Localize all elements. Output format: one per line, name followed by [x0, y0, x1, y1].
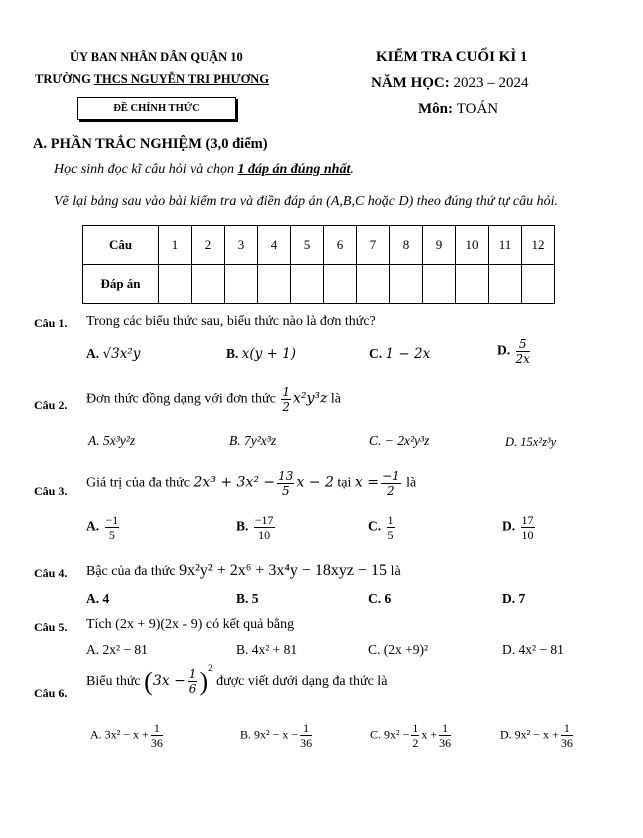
right-paren: ) — [199, 666, 209, 696]
header-school — [35, 72, 269, 87]
answer-table-number: 12 — [522, 226, 555, 265]
question-3-option-c — [368, 514, 397, 541]
question-5-option-d: D. 4x² − 81 — [502, 642, 564, 657]
option-prefix: A. 3x² − x + — [90, 727, 149, 742]
answer-table-number: 1 — [159, 226, 192, 265]
question-1-label: Câu 1. — [34, 316, 68, 330]
option-letter: A. — [86, 518, 100, 534]
option-letter: B. — [236, 518, 249, 534]
instruction-1-emphasis: 1 đáp án đúng nhất — [237, 162, 351, 177]
answer-table-number: 11 — [489, 226, 522, 265]
question-3-x-fraction — [381, 470, 401, 497]
exam-title: KIỂM TRA CUỐI KÌ 1 — [376, 49, 528, 65]
fraction-denominator: 5 — [387, 528, 394, 542]
question-3-expr1: 2x³ + 3x² − — [193, 474, 276, 491]
question-2-fraction — [281, 386, 291, 413]
subject-label: Môn: — [418, 101, 457, 117]
fraction-denominator: 2 — [386, 484, 395, 498]
fraction-numerator: 13 — [278, 469, 294, 483]
question-6-option-d — [500, 722, 575, 749]
option-letter: C. — [369, 346, 383, 361]
fraction-denominator: 2 — [412, 736, 419, 750]
question-4-expression: 9x²y² + 2x⁶ + 3x⁴y − 18xyz − 15 — [179, 562, 388, 579]
school-year-label: NĂM HỌC: — [371, 75, 454, 91]
answer-cell — [258, 265, 291, 304]
question-5-option-a: A. 2x² − 81 — [86, 642, 148, 657]
fraction-denominator: 10 — [258, 528, 271, 542]
option-prefix: B. 9x² − x − — [240, 727, 299, 742]
option-prefix: D. 9x² − x + — [500, 727, 559, 742]
answer-cell — [489, 265, 522, 304]
fraction-denominator: 2 — [282, 400, 290, 414]
question-3-option-b — [236, 514, 277, 541]
instruction-1 — [54, 162, 354, 178]
answer-cell — [390, 265, 423, 304]
option-fraction — [254, 514, 275, 541]
question-5-option-b: B. 4x² + 81 — [236, 642, 298, 657]
fraction-numerator: −17 — [254, 513, 274, 527]
fraction-numerator: 1 — [300, 722, 312, 736]
answer-table-number: 3 — [225, 226, 258, 265]
option-fraction — [439, 722, 451, 749]
fraction-denominator: 36 — [300, 736, 313, 750]
option-fraction — [300, 722, 312, 749]
question-2-prefix: Đơn thức đồng dạng với đơn thức — [86, 391, 276, 407]
answer-cell — [324, 265, 357, 304]
question-6-fraction — [188, 668, 198, 695]
option-expression: √3x²y — [102, 346, 141, 362]
school-year — [371, 75, 529, 92]
option-letter: D. — [502, 518, 516, 534]
fraction-numerator: 1 — [412, 721, 419, 735]
option-fraction — [105, 514, 120, 541]
question-6-text — [86, 663, 388, 697]
question-4-option-b: B. 5 — [236, 591, 259, 606]
fraction-numerator: −1 — [105, 513, 119, 527]
option-fraction — [521, 514, 535, 541]
answer-cell — [357, 265, 390, 304]
question-6-option-c — [370, 722, 453, 749]
fraction-denominator: 36 — [560, 736, 573, 750]
question-3-suffix: là — [406, 475, 417, 491]
header-district: ỦY BAN NHÂN DÂN QUẬN 10 — [70, 50, 243, 64]
fraction-numerator: 1 — [151, 722, 163, 736]
question-6-suffix: được viết dưới dạng đa thức là — [216, 674, 388, 689]
question-1-text: Trong các biểu thức sau, biểu thức nào là đơn thức? — [86, 314, 376, 329]
question-5-label: Câu 5. — [34, 620, 68, 634]
fraction-numerator: 17 — [521, 513, 534, 527]
fraction-denominator: 36 — [439, 736, 452, 750]
official-stamp: ĐỀ CHÍNH THỨC — [77, 97, 236, 120]
fraction-numerator: 1 — [282, 385, 290, 399]
answer-table-answer-row — [83, 265, 555, 304]
question-3-prefix: Giá trị của đa thức — [86, 475, 190, 491]
question-4-text — [86, 562, 401, 580]
question-6-option-b — [240, 722, 314, 749]
option-expression: 1 − 2x — [385, 346, 431, 362]
question-4-prefix: Bậc của đa thức — [86, 564, 176, 579]
answer-table-number: 7 — [357, 226, 390, 265]
instruction-1-prefix: Học sinh đọc kĩ câu hỏi và chọn — [54, 162, 238, 177]
left-paren: ( — [144, 666, 153, 696]
question-5-text: Tích (2x + 9)(2x - 9) có kết quả bằng — [86, 617, 295, 632]
fraction-numerator: 1 — [561, 722, 573, 736]
option-prefix: C. 9x² − — [370, 727, 410, 742]
question-3-expr2: x − 2 — [296, 474, 334, 491]
answer-table-number: 6 — [324, 226, 357, 265]
question-3-label: Câu 3. — [34, 484, 68, 498]
answer-table-number: 8 — [390, 226, 423, 265]
answer-cell — [225, 265, 258, 304]
question-3-xeq: x = — [354, 474, 379, 491]
fraction-numerator: 1 — [188, 667, 197, 682]
fraction-denominator: 5 — [281, 484, 290, 498]
answer-table-answer-label: Đáp án — [83, 265, 159, 304]
question-2-option-b: B. 7y²x³z — [229, 433, 277, 448]
option-fraction — [387, 514, 395, 541]
question-3-text — [86, 470, 416, 497]
option-fraction — [516, 338, 530, 365]
fraction-denominator: 6 — [188, 682, 197, 697]
fraction-denominator: 5 — [108, 528, 115, 542]
fraction-denominator: 2x — [515, 352, 530, 366]
answer-cell — [291, 265, 324, 304]
question-1-option-b — [226, 346, 296, 362]
option-fraction — [151, 722, 163, 749]
section-title: A. PHẦN TRẮC NGHIỆM (3,0 điểm) — [33, 136, 268, 152]
question-2-option-c: C. − 2x²y³z — [369, 433, 430, 448]
fraction-denominator: 36 — [150, 736, 163, 750]
instruction-1-suffix: . — [350, 162, 354, 177]
subject-value: TOÁN — [456, 101, 499, 117]
question-3-option-d — [502, 514, 537, 541]
question-4-option-c: C. 6 — [368, 591, 392, 606]
header-school-prefix: TRƯỜNG — [35, 72, 94, 86]
header-school-name: THCS NGUYỄN TRI PHƯƠNG — [93, 72, 270, 86]
fraction-numerator: −1 — [381, 469, 400, 483]
question-5-option-c: C. (2x +9)² — [368, 642, 429, 657]
question-6-inner: 3x − — [152, 673, 186, 689]
answer-cell — [456, 265, 489, 304]
answer-table-row-label: Câu — [83, 226, 159, 265]
option-letter: B. — [226, 346, 239, 361]
question-3-at: tại — [337, 475, 352, 491]
answer-table-number: 9 — [423, 226, 456, 265]
answer-cell — [159, 265, 192, 304]
question-6-option-a — [90, 722, 165, 749]
fraction-numerator: 5 — [516, 338, 530, 352]
question-6-label: Câu 6. — [34, 686, 68, 700]
question-4-suffix: là — [390, 564, 401, 579]
answer-cell — [192, 265, 225, 304]
answer-table-number: 5 — [291, 226, 324, 265]
instruction-2: Vẽ lại bảng sau vào bài kiểm tra và điền đáp án (A,B,C hoặc D) theo đúng thứ tự câu hỏi. — [54, 194, 559, 209]
question-3-fraction — [277, 470, 294, 497]
school-year-value: 2023 – 2024 — [453, 75, 529, 91]
question-1-option-d — [497, 338, 532, 365]
question-2-label: Câu 2. — [34, 398, 68, 412]
question-6-power: 2 — [208, 663, 213, 673]
option-fraction — [561, 722, 573, 749]
subject — [418, 101, 498, 118]
question-6-prefix: Biểu thức — [86, 674, 141, 689]
fraction-denominator: 10 — [521, 528, 534, 542]
answer-table-number: 2 — [192, 226, 225, 265]
option-letter: D. — [497, 342, 511, 358]
option-letter: A. — [86, 346, 100, 361]
question-4-label: Câu 4. — [34, 566, 68, 580]
fraction-numerator: 1 — [439, 722, 451, 736]
question-2-text — [86, 386, 341, 413]
answer-table — [82, 225, 555, 304]
option-fraction — [411, 722, 419, 749]
option-letter: C. — [368, 518, 382, 534]
answer-table-number: 10 — [456, 226, 489, 265]
question-4-option-d: D. 7 — [502, 591, 526, 606]
question-2-option-d: D. 15x²z³y — [505, 435, 557, 449]
answer-cell — [522, 265, 555, 304]
question-1-option-a — [86, 346, 140, 362]
option-middle: x + — [421, 727, 438, 742]
question-1-option-c — [369, 346, 430, 362]
question-2-suffix: là — [330, 391, 341, 407]
answer-table-header-row — [83, 226, 555, 265]
fraction-numerator: 1 — [387, 513, 394, 527]
question-2-option-a: A. 5x³y²z — [88, 433, 136, 448]
question-2-expression: x²y³z — [292, 390, 328, 407]
answer-cell — [423, 265, 456, 304]
question-4-option-a: A. 4 — [86, 591, 110, 606]
option-expression: x(y + 1) — [241, 346, 297, 362]
answer-table-number: 4 — [258, 226, 291, 265]
question-3-option-a — [86, 514, 121, 541]
